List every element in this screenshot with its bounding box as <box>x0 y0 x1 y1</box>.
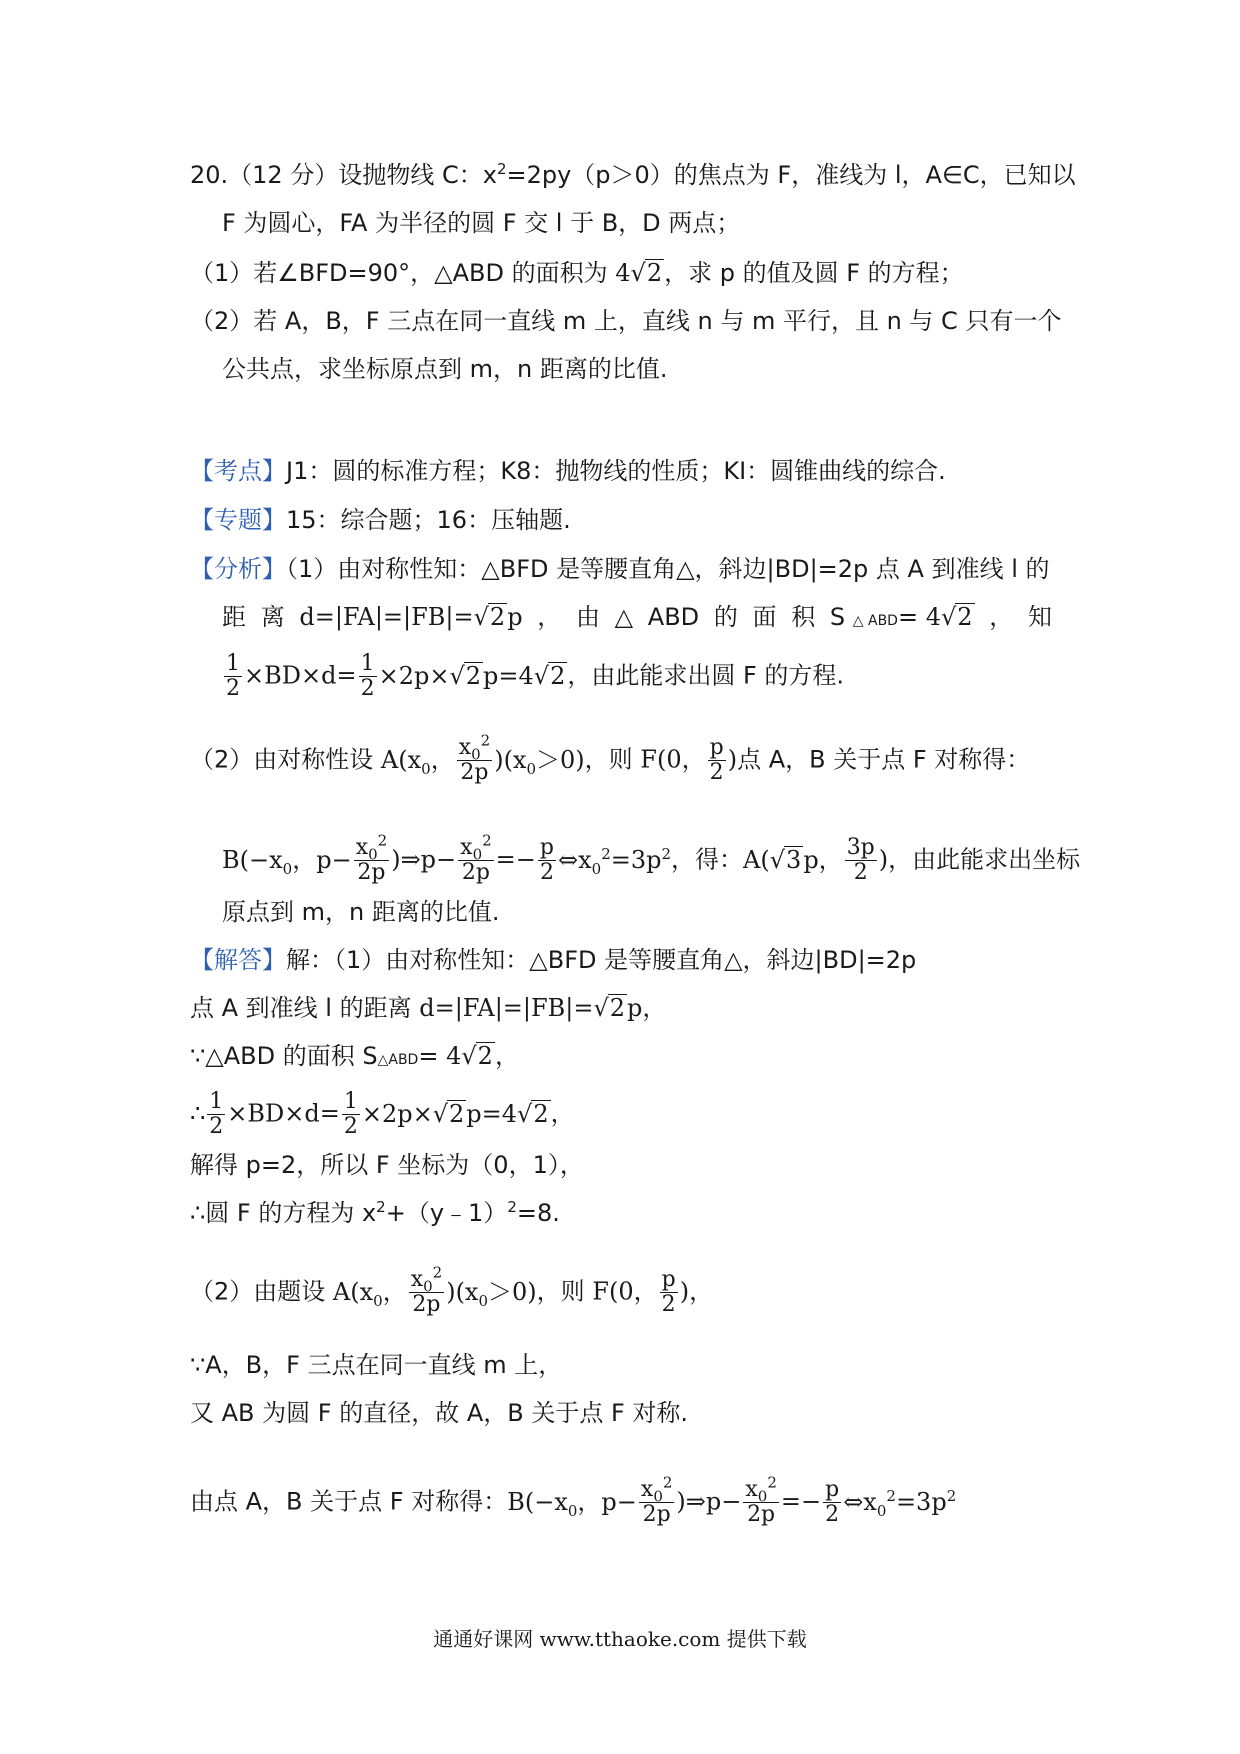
jieda-line-1 <box>190 943 916 977</box>
kaodian-line <box>190 454 946 488</box>
fenxi-line-6: 原点到 m，n 距离的比值. <box>222 898 500 926</box>
jieda-line-2: 点 A 到准线 l 的距离 d=|FA|=|FB|=√2p， <box>190 994 667 1022</box>
question-2-line-2: 公共点，求坐标原点到 m，n 距离的比值. <box>222 355 668 383</box>
jieda-line-4: ∴ $\frac{1}{2}$ ×BD×d= $\frac{1}{2}$ ×2p×√2p=4√2， <box>190 1089 575 1139</box>
jieda-line-5: 解得 p=2，所以 F 坐标为（0，1）， <box>190 1151 584 1179</box>
jieda-line-8: ∵A，B，F 三点在同一直线 m 上， <box>190 1351 563 1379</box>
zhuanti-label: 【专题】 <box>190 506 286 534</box>
problem-line-2: F 为圆心，FA 为半径的圆 F 交 l 于 B，D 两点； <box>222 209 741 237</box>
jieda-line-7: （2）由题设 $A(x_0$， $\frac{x_0^2}{2p}$ )$(x_0>0)$，则 F(0， $\frac{p}{2}$ )， <box>190 1263 714 1317</box>
jieda-label: 【解答】 <box>190 946 286 974</box>
zhuanti-text: 15：综合题；16：压轴题. <box>286 506 571 534</box>
page-footer: 通通好课网 www.tthaoke.com 提供下载 <box>433 1627 807 1651</box>
fenxi-line-1: 【分析】（1）由对称性知：△BFD 是等腰直角△，斜边|BD|=2p 点 A 到准线 l 的 <box>190 555 1050 583</box>
question-1: （1）若∠BFD=90°，△ABD 的面积为 4√2，求 p 的值及圆 F 的方程； <box>190 259 964 287</box>
jieda-line-9: 又 AB 为圆 F 的直径，故 A，B 关于点 F 对称. <box>190 1399 689 1427</box>
fenxi-line-5: $B(-x_0$，p− $\frac{x_0^2}{2p}$ )⇒p− $\frac{x_0^2}{2p}$ =− $\frac{p}{2}$ $\Leftrightarrow x_0^2=3p^2$，得：A(√3p， $\frac{3p}{2}$ )，由此能求出坐标 <box>222 831 1081 885</box>
fenxi-line-4: （2）由对称性设 $A(x_0$， $\frac{x_0^2}{2p}$ )$(x_0>0)$，则 F(0， $\frac{p}{2}$ )点 A，B 关于点 F 对称得： <box>190 731 1031 785</box>
question-2-line-1: （2）若 A，B，F 三点在同一直线 m 上，直线 n 与 m 平行，且 n 与 C 只有一个 <box>190 307 1062 335</box>
jieda-line-10: 由点 A，B 关于点 F 对称得：$B(-x_0$，p− $\frac{x_0^2}{2p}$ )⇒p− $\frac{x_0^2}{2p}$ =− $\frac{p}{2}$ $\Leftrightarrow x_0^2=3p^2$ <box>190 1473 957 1527</box>
kaodian-text: J1：圆的标准方程；K8：抛物线的性质；KI：圆锥曲线的综合. <box>286 457 946 485</box>
jieda-line-6: ∴圆 F 的方程为 $x^2+(y﹣1)^2=8$. <box>190 1198 560 1227</box>
jieda-line-3: ∵△ABD 的面积 S△ABD= 4√2， <box>190 1042 519 1070</box>
problem-line-1: 20.（12 分）设抛物线 C：$x^2=2py(p>0)$的焦点为 F，准线为 l，A∈C，已知以 <box>190 160 1076 189</box>
fenxi-line-3: $\frac{1}{2}$ ×BD×d= $\frac{1}{2}$ ×2p×√2p=4√2，由此能求出圆 F 的方程. <box>226 651 845 701</box>
zhuanti-line <box>190 503 571 537</box>
jieda-text-1: 解：（1）由对称性知：△BFD 是等腰直角△，斜边|BD|=2p <box>286 946 917 974</box>
fenxi-label: 【分析】 <box>190 555 286 583</box>
fenxi-line-2: 距 离 d=|FA|=|FB|=√2p ， 由 △ ABD 的 面 积 S △ ABD= 4√2 ， 知 <box>222 603 1052 631</box>
kaodian-label: 【考点】 <box>190 457 286 485</box>
